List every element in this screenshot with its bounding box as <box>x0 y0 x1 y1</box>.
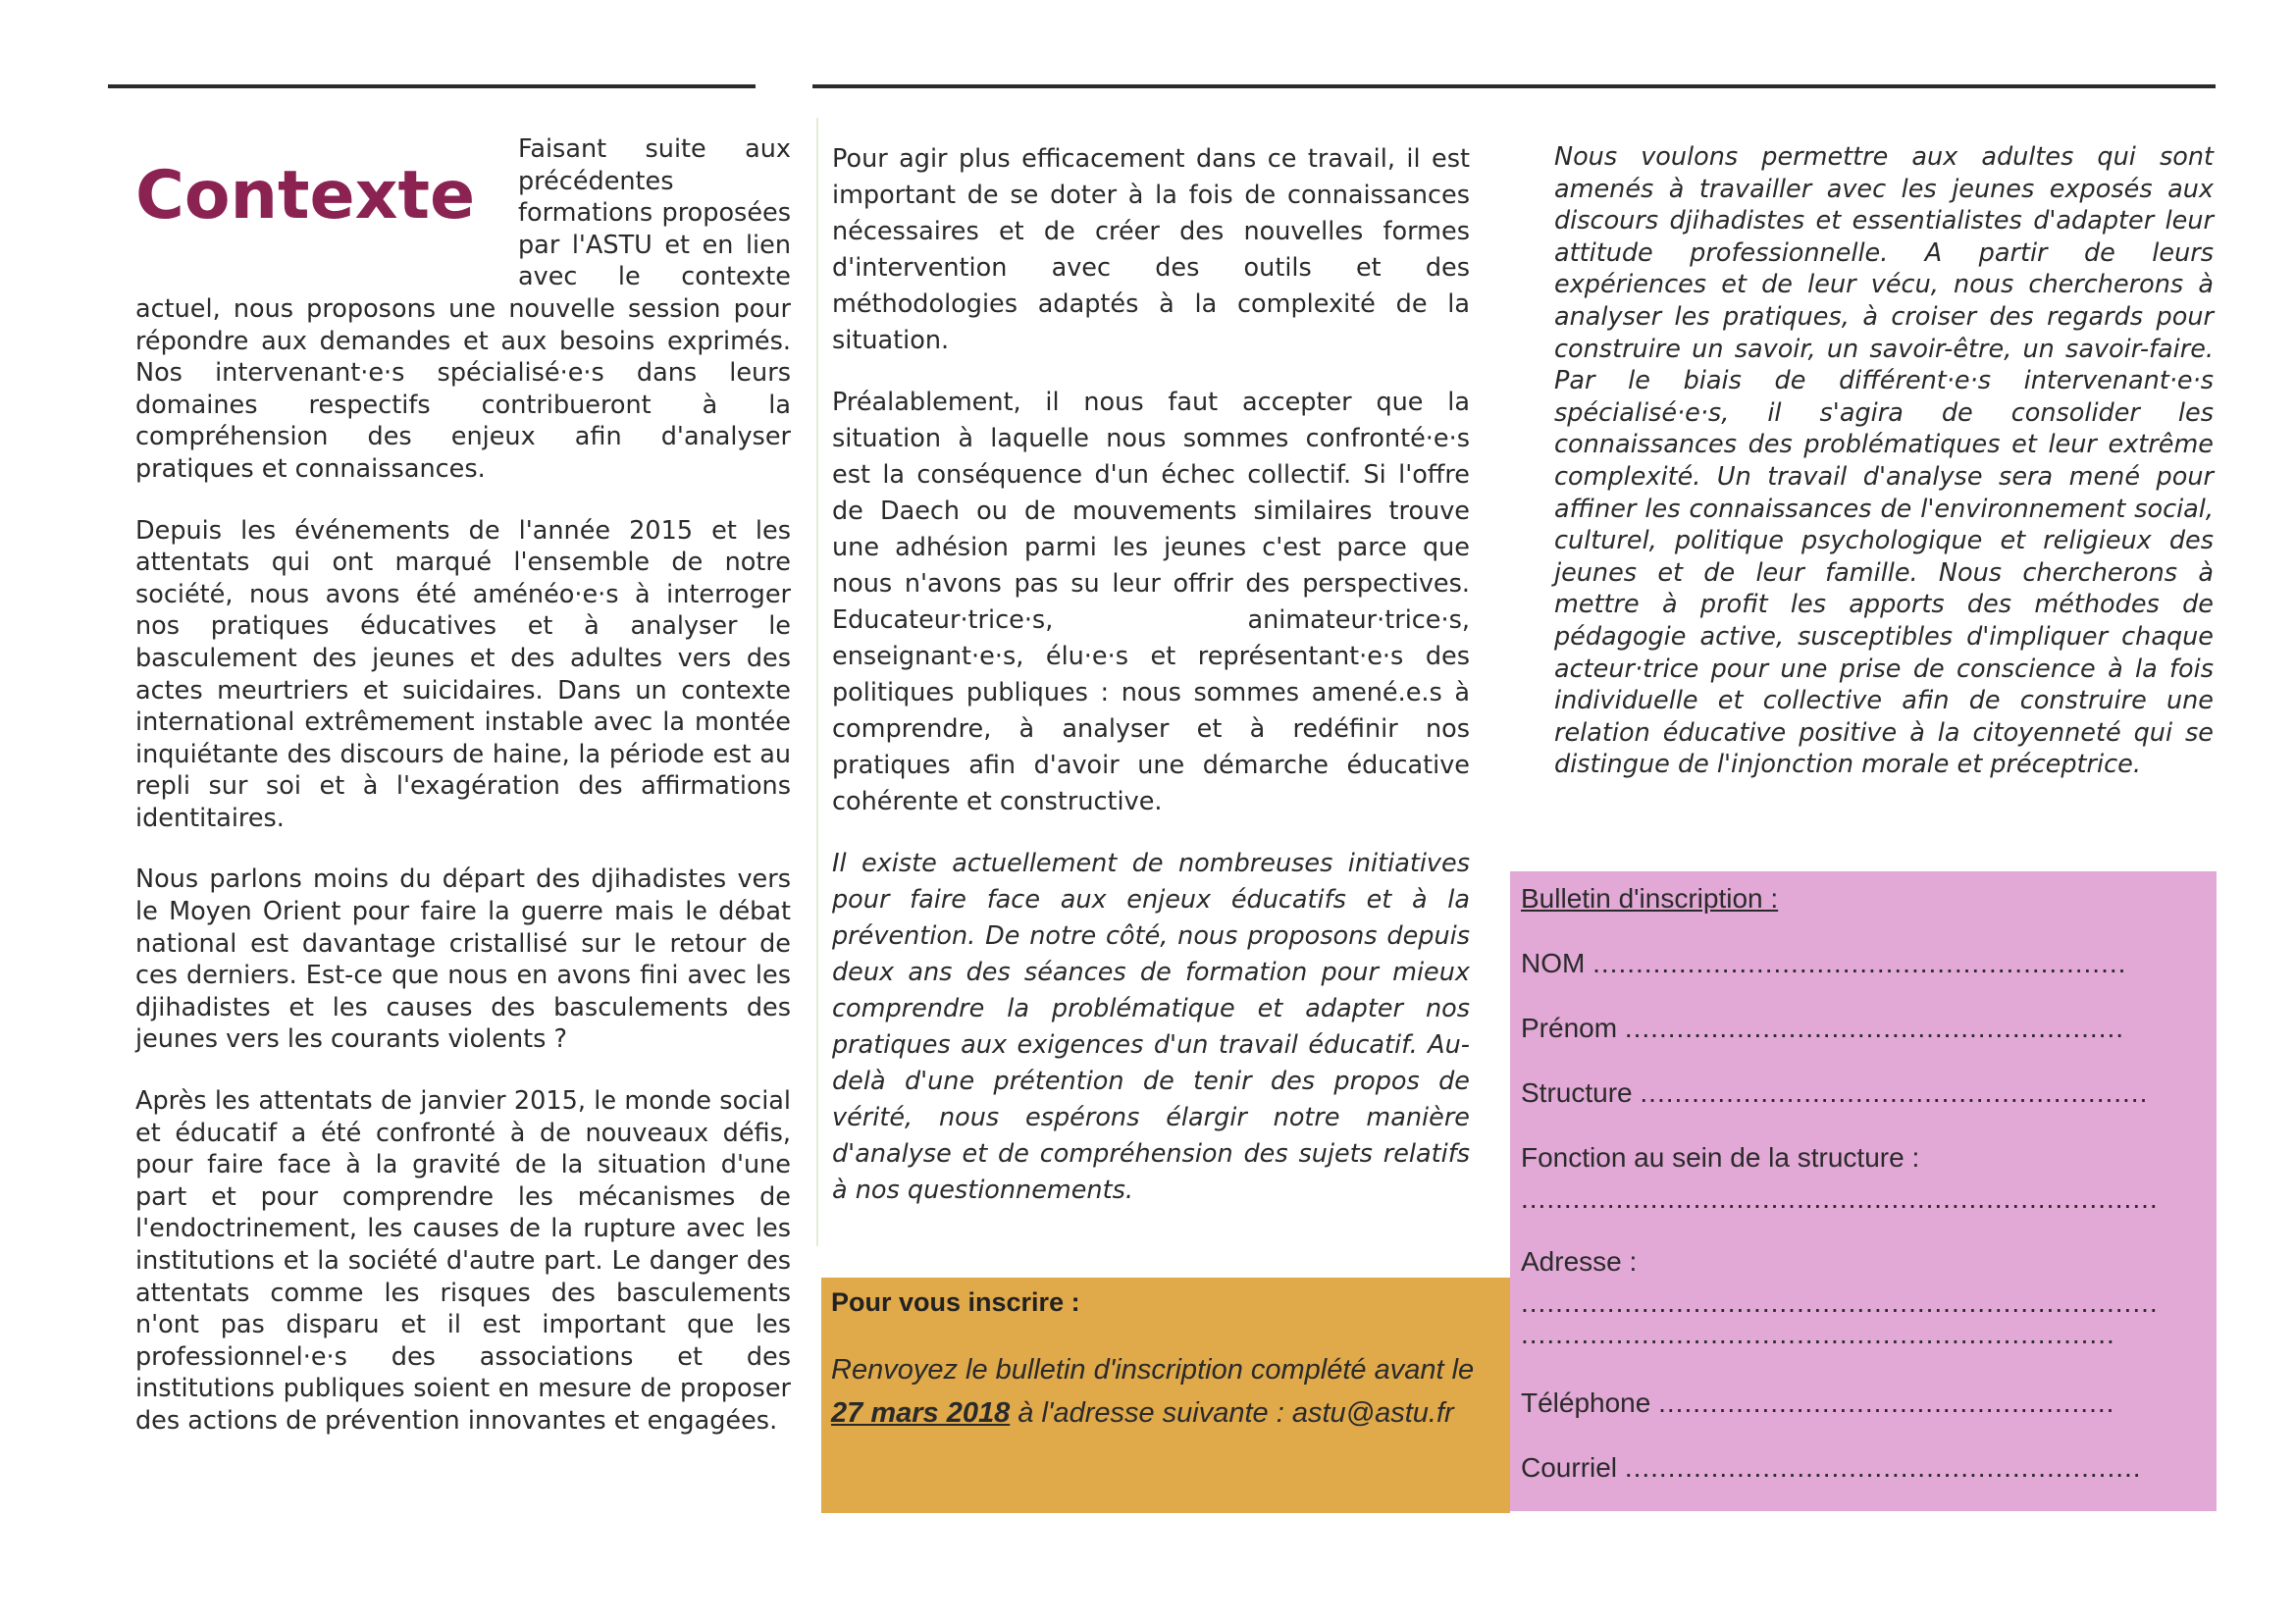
column-left <box>135 133 791 1467</box>
telephone-field[interactable]: Téléphone ..................................................... <box>1521 1387 2115 1418</box>
top-rule-left <box>108 84 756 88</box>
registration-heading: Pour vous inscrire : <box>831 1287 1080 1317</box>
fonction-field[interactable]: .......................................................................... <box>1521 1183 2159 1214</box>
paragraph-attacks: Après les attentats de janvier 2015, le monde social et éducatif a été confronté à de nouveaux défis, pour faire face à la gravité de la situation d'une part et pour comprendre les mécanismes de l'endoctrinement, les causes de la rupture avec les institutions et la société d'autre part. Le danger des attentats comme les risques des basculements n'ont pas disparu et il est important que les professionnel·e·s des associations et des institutions publiques soient en mesure de proposer des actions de prévention innovantes et engagées. <box>135 1086 791 1436</box>
structure-label: Structure <box>1521 1077 1633 1108</box>
registration-text-after[interactable]: à l'adresse suivante : astu@astu.fr <box>1010 1397 1454 1429</box>
courriel-field[interactable]: Courriel ............................................................ <box>1521 1452 2142 1483</box>
telephone-label: Téléphone <box>1521 1387 1651 1418</box>
nom-label: NOM <box>1521 948 1586 978</box>
paragraph-failure: Préalablement, il nous faut accepter que la situation à laquelle nous sommes confronté·e·s est la conséquence d'un échec collectif. Si l'offre de Daech ou de mouvements similaires trouve une adhésion parmi les jeunes c'est parce que nous n'avons pas su leur offrir des perspectives. Educateur·trice·s, animateur·trice·s, enseignant·e·s, élu·e·s et représentant·e·s des politiques publiques : nous sommes amené.e.s à comprendre, à analyser et à redéfinir nos pratiques afin d'avoir une démarche éducative cohérente et constructive. <box>832 388 1470 816</box>
courriel-label: Courriel <box>1521 1452 1618 1483</box>
adresse-field-line1[interactable]: .......................................................................... <box>1521 1287 2159 1318</box>
nom-field[interactable]: NOM .............................................................. <box>1521 948 2127 978</box>
column-middle <box>832 141 1470 1234</box>
paragraph-intro: Faisant suite aux précédentes formations proposées par l'ASTU et en lien avec le contexte actuel, nous proposons une nouvelle session pour répondre aux demandes et aux besoins exprimés. Nos intervenant·e·s spécialisé·e·s dans leurs domaines respectifs contribueront à la compréhension des enjeux afin d'analyser pratiques et connaissances. <box>135 134 791 484</box>
registration-text <box>831 1348 1498 1435</box>
adresse-field-line2[interactable]: ..................................................................... <box>1521 1319 2115 1349</box>
top-rule-right <box>812 84 2216 88</box>
paragraph-events: Depuis les événements de l'année 2015 et les attentats qui ont marqué l'ensemble de notre société, nous avons été aménéo·e·s à interroger nos pratiques éducatives et à analyser le basculement des jeunes et des adultes vers des actes meurtriers et suicidaires. Dans un contexte international extrêmement instable avec la montée inquiétante des discours de haine, la période est au repli sur soi et à l'exagération des affirmations identitaires. <box>135 515 791 833</box>
paragraph-initiatives: Il existe actuellement de nombreuses initiatives pour faire face aux enjeux éducatifs et à la prévention. De notre côté, nous proposons depuis deux ans des séances de formation pour mieux comprendre la problématique et adapter nos pratiques aux exigences d'un travail éducatif. Au-delà d'une prétention de tenir des propos de vérité, nous espérons élargir notre manière d'analyse et de compréhension des sujets relatifs à nos questionnements. <box>832 849 1470 1205</box>
form-title: Bulletin d'inscription : <box>1521 883 1779 914</box>
fonction-label: Fonction au sein de la structure : <box>1521 1142 1920 1173</box>
prenom-label: Prénom <box>1521 1013 1618 1043</box>
registration-form <box>1510 871 2217 1511</box>
prenom-field[interactable]: Prénom .......................................................... <box>1521 1013 2125 1043</box>
registration-text-before: Renvoyez le bulletin d'inscription complété avant le <box>831 1354 1475 1386</box>
column-divider <box>816 118 818 1246</box>
paragraph-efficiency: Pour agir plus efficacement dans ce travail, il est important de se doter à la fois de connaissances nécessaires et de créer des nouvelles formes d'intervention avec des outils et des méthodologies adaptés à la complexité de la situation. <box>832 144 1470 355</box>
registration-box <box>821 1278 1510 1513</box>
paragraph-objectives: Nous voulons permettre aux adultes qui sont amenés à travailler avec les jeunes exposés aux discours djihadistes et essentialistes d'adapter leur attitude professionnelle. A partir de leurs expériences et de leur vécu, nous chercherons à analyser les pratiques, à croiser des regards pour construire un savoir, un savoir-être, un savoir-faire. Par le biais de différent·e·s intervenant·e·s spécialisé·e·s, il s'agira de consolider les connaissances des problématiques et leur extrême complexité. Un travail d'analyse sera mené pour affiner les connaissances de l'environnement social, culturel, politique psychologique et religieux des jeunes et de leur famille. Nous chercherons à mettre à profit les apports des méthodes de pédagogie active, susceptibles d'impliquer chaque acteur·trice pour une prise de conscience à la fois individuelle et collective afin de construire une relation éducative positive à la citoyenneté qui se distingue de l'injonction morale et préceptrice. <box>1554 142 2214 780</box>
column-right <box>1554 141 2214 811</box>
registration-deadline: 27 mars 2018 <box>831 1397 1011 1429</box>
structure-field[interactable]: Structure ........................................................... <box>1521 1077 2149 1108</box>
adresse-label: Adresse : <box>1521 1246 1638 1277</box>
section-title: Contexte <box>135 157 476 235</box>
paragraph-departure: Nous parlons moins du départ des djihadistes vers le Moyen Orient pour faire la guerre mais le débat national est davantage cristallisé sur le retour de ces derniers. Est-ce que nous en avons fini avec les djihadistes et les causes des basculements des jeunes vers les courants violents ? <box>135 864 791 1055</box>
